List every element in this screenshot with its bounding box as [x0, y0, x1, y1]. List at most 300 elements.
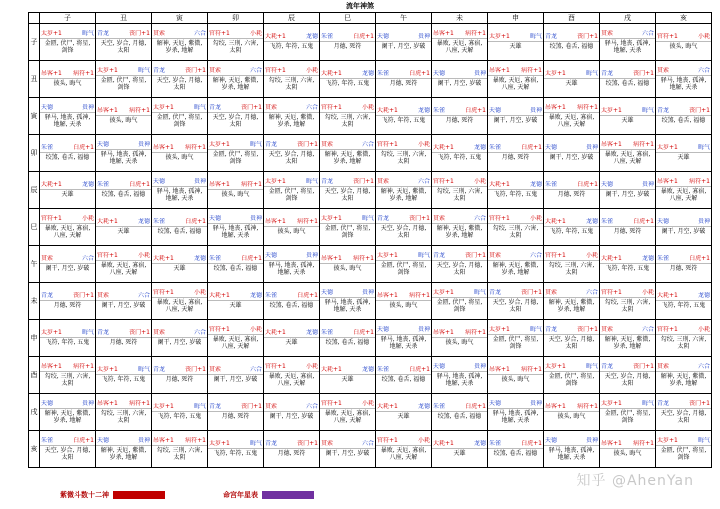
shensha-text: 天雄 — [453, 450, 466, 457]
star-pair — [376, 326, 431, 335]
star-pair — [264, 67, 319, 76]
table-cell — [208, 172, 264, 209]
star-pair — [544, 252, 599, 261]
star-label: 贵神 — [361, 288, 374, 296]
star-label: 贵神 — [137, 140, 150, 148]
shensha-text: 金匮, 伏尸, 将星, 剑锋 — [548, 372, 595, 387]
star-label: 白虎+1 — [73, 436, 94, 444]
star-label: 病符+1 — [297, 218, 318, 225]
star-pair — [432, 252, 487, 261]
star-label: 朱雀 — [321, 33, 334, 40]
table-cell — [432, 135, 488, 172]
star-label: 青龙 — [657, 107, 670, 114]
star-label: 贯索 — [97, 292, 110, 299]
star-label: 天德 — [657, 218, 670, 225]
table-cell — [96, 283, 152, 320]
table-cell — [264, 135, 320, 172]
star-label: 朱雀 — [433, 107, 446, 114]
star-pair — [488, 144, 543, 153]
shensha-text: 天空, 岁合, 月德, 太阳 — [436, 261, 483, 276]
star-label: 贯索 — [601, 29, 614, 37]
star-pair — [432, 144, 487, 153]
shensha-text: 披头, 晦气 — [445, 339, 474, 346]
star-label: 贵神 — [585, 436, 598, 444]
star-pair — [488, 289, 543, 298]
star-label: 病符+1 — [633, 440, 654, 447]
shensha-text: 阑干, 月空, 岁破 — [157, 339, 202, 346]
star-label: 太岁+1 — [97, 366, 118, 373]
table-cell — [488, 394, 544, 431]
table-row — [29, 431, 712, 468]
star-pair — [152, 437, 207, 446]
shensha-text: 解神, 天厄, 紫微, 岁杀, 地解 — [324, 150, 371, 165]
star-pair — [432, 363, 487, 372]
star-label: 病符+1 — [409, 292, 430, 299]
star-pair — [96, 30, 151, 39]
star-label: 朱雀 — [209, 255, 222, 262]
star-label: 青龙 — [433, 251, 446, 259]
shensha-text: 暴败, 天厄, 寡宿, 八座, 天解 — [380, 446, 427, 461]
column-header: 子 — [40, 13, 96, 24]
star-pair — [432, 215, 487, 224]
shensha-text: 阑干, 月空, 岁破 — [661, 228, 706, 235]
row-header: 未 — [29, 283, 40, 320]
star-label: 贯索 — [265, 103, 278, 111]
table-cell — [96, 320, 152, 357]
star-label: 朱雀 — [41, 436, 54, 444]
star-pair — [96, 292, 151, 301]
star-pair — [208, 104, 263, 113]
column-header: 巳 — [320, 13, 376, 24]
star-label: 吊客+1 — [657, 177, 678, 185]
star-label: 朱雀 — [601, 218, 614, 225]
shensha-text: 天空, 岁合, 月德, 太阳 — [100, 39, 147, 54]
star-label: 青龙 — [601, 70, 614, 77]
star-pair — [264, 33, 319, 42]
star-label: 六合 — [193, 329, 206, 336]
star-label: 太岁+1 — [265, 177, 286, 185]
shensha-text: 暴败, 天厄, 寡宿, 八座, 天解 — [324, 409, 371, 424]
table-cell — [488, 431, 544, 468]
shensha-text: 金匮, 伏尸, 将星, 剑锋 — [100, 76, 147, 91]
star-label: 病符+1 — [241, 181, 262, 188]
star-pair — [152, 366, 207, 375]
star-label: 朱雀 — [321, 329, 334, 336]
star-label: 六合 — [305, 403, 318, 410]
star-label: 病符+1 — [129, 399, 150, 407]
shensha-text: 月德, 死符 — [109, 339, 138, 346]
table-cell — [432, 98, 488, 135]
star-label: 白虎+1 — [353, 33, 374, 40]
star-label: 小耗 — [697, 325, 710, 333]
star-label: 龙德 — [473, 440, 486, 447]
table-cell — [600, 172, 656, 209]
star-label: 六合 — [137, 292, 150, 299]
table-cell — [656, 246, 712, 283]
star-pair — [488, 366, 543, 375]
star-label: 晦气 — [81, 329, 94, 336]
star-pair — [600, 30, 655, 39]
star-pair — [208, 255, 263, 264]
star-label: 吊客+1 — [545, 403, 566, 410]
star-label: 晦气 — [137, 366, 150, 373]
star-label: 天德 — [601, 181, 614, 188]
shensha-text: 暴败, 天厄, 寡宿, 八座, 天解 — [436, 39, 483, 54]
row-header: 申 — [29, 320, 40, 357]
star-label: 小耗 — [249, 29, 262, 37]
table-cell — [656, 394, 712, 431]
table-cell — [656, 283, 712, 320]
star-label: 晦气 — [697, 436, 710, 444]
shensha-text: 解神, 天厄, 紫微, 岁杀, 地解 — [156, 39, 203, 54]
shensha-text: 勾绞, 三刑, 六害, 太阴 — [324, 113, 371, 128]
table-cell — [376, 135, 432, 172]
shensha-text: 勾绞, 三刑, 六害, 太阴 — [212, 39, 259, 54]
star-label: 丧门+1 — [353, 177, 374, 185]
star-pair — [656, 67, 711, 76]
star-pair — [544, 33, 599, 42]
shensha-text: 天雄 — [621, 117, 634, 124]
row-header: 卯 — [29, 135, 40, 172]
star-label: 丧门+1 — [409, 214, 430, 222]
star-label: 天德 — [377, 325, 390, 333]
star-pair — [656, 218, 711, 227]
row-header: 酉 — [29, 357, 40, 394]
star-label: 白虎+1 — [409, 366, 430, 373]
star-pair — [488, 252, 543, 261]
table-cell — [40, 283, 96, 320]
star-label: 大耗+1 — [601, 255, 622, 262]
star-label: 丧门+1 — [185, 66, 206, 74]
shensha-text: 暴败, 天厄, 寡宿, 八座, 天解 — [492, 76, 539, 91]
star-pair — [40, 400, 95, 409]
table-cell — [264, 431, 320, 468]
table-cell — [40, 209, 96, 246]
star-label: 病符+1 — [689, 177, 710, 185]
star-label: 青龙 — [97, 329, 110, 336]
table-cell — [152, 394, 208, 431]
star-label: 天德 — [41, 103, 54, 111]
star-label: 太岁+1 — [153, 103, 174, 111]
page-title: 流年神煞 — [346, 2, 374, 10]
table-cell — [544, 246, 600, 283]
star-pair — [656, 437, 711, 446]
table-row — [29, 98, 712, 135]
star-label: 大耗+1 — [657, 292, 678, 299]
star-pair — [656, 178, 711, 187]
table-cell — [432, 394, 488, 431]
table-cell — [152, 24, 208, 61]
table-cell — [152, 98, 208, 135]
star-label: 晦气 — [529, 33, 542, 40]
star-label: 六合 — [417, 177, 430, 185]
table-cell — [40, 320, 96, 357]
star-label: 吊客+1 — [97, 107, 118, 114]
star-pair — [320, 440, 375, 449]
star-pair — [320, 215, 375, 224]
star-label: 贵神 — [697, 218, 710, 225]
star-pair — [600, 400, 655, 409]
star-label: 朱雀 — [433, 403, 446, 410]
legend-label-year-stars: 命宫年星表 — [223, 491, 258, 499]
table-cell — [264, 98, 320, 135]
shensha-text: 天雄 — [229, 302, 242, 309]
shensha-text: 金匮, 伏尸, 将星, 剑锋 — [268, 187, 315, 202]
star-label: 贵神 — [137, 436, 150, 444]
star-pair — [320, 400, 375, 409]
shensha-text: 驿马, 地丧, 孤神, 地解, 天杀 — [156, 187, 203, 202]
table-cell — [544, 394, 600, 431]
shensha-text: 绞煞, 卷舌, 福德 — [549, 43, 594, 50]
star-label: 小耗 — [361, 103, 374, 111]
shensha-text: 飞符, 年符, 五鬼 — [381, 117, 426, 124]
star-label: 吊客+1 — [265, 218, 286, 225]
table-cell — [488, 98, 544, 135]
shensha-text: 驿马, 地丧, 孤神, 地解, 天杀 — [548, 446, 595, 461]
shensha-text: 驿马, 地丧, 孤神, 地解, 天杀 — [44, 113, 91, 128]
shensha-text: 勾绞, 三刑, 六害, 太阴 — [268, 76, 315, 91]
table-cell — [264, 357, 320, 394]
star-label: 白虎+1 — [297, 292, 318, 299]
table-cell — [432, 172, 488, 209]
star-pair — [544, 437, 599, 446]
legend-swatch-purple — [262, 491, 314, 499]
table-cell — [376, 320, 432, 357]
star-pair — [152, 289, 207, 298]
star-pair — [600, 218, 655, 227]
star-label: 青龙 — [41, 292, 54, 299]
star-label: 青龙 — [265, 140, 278, 148]
star-pair — [152, 144, 207, 153]
column-header: 申 — [488, 13, 544, 24]
shensha-text: 阑干, 月空, 岁破 — [605, 191, 650, 198]
shensha-text: 绞煞, 卷舌, 福德 — [437, 413, 482, 420]
table-cell — [544, 135, 600, 172]
table-cell — [320, 320, 376, 357]
shensha-text: 披头, 晦气 — [277, 228, 306, 235]
star-pair — [544, 363, 599, 372]
star-pair — [656, 326, 711, 335]
star-label: 丧门+1 — [73, 292, 94, 299]
star-label: 病符+1 — [577, 403, 598, 410]
star-label: 丧门+1 — [689, 399, 710, 407]
table-cell — [264, 24, 320, 61]
table-cell — [96, 431, 152, 468]
star-label: 贯索 — [657, 362, 670, 370]
star-label: 晦气 — [249, 440, 262, 447]
star-label: 青龙 — [153, 366, 166, 373]
star-label: 贯索 — [433, 214, 446, 222]
star-label: 丧门+1 — [241, 103, 262, 111]
star-label: 大耗+1 — [321, 366, 342, 373]
star-label: 大耗+1 — [433, 144, 454, 151]
shensha-text: 阑干, 月空, 岁破 — [213, 376, 258, 383]
star-label: 龙德 — [305, 33, 318, 40]
star-label: 小耗 — [361, 399, 374, 407]
shensha-text: 金匮, 伏尸, 将星, 剑锋 — [44, 39, 91, 54]
star-pair — [320, 178, 375, 187]
star-label: 官符+1 — [265, 66, 286, 74]
star-pair — [600, 141, 655, 150]
star-label: 大耗+1 — [265, 329, 286, 336]
star-label: 晦气 — [193, 103, 206, 111]
star-pair — [488, 440, 543, 449]
star-pair — [488, 181, 543, 190]
star-label: 太岁+1 — [321, 214, 342, 222]
shensha-text: 绞煞, 卷舌, 福德 — [269, 302, 314, 309]
star-label: 丧门+1 — [577, 325, 598, 333]
star-label: 官符+1 — [97, 251, 118, 259]
star-label: 吊客+1 — [153, 144, 174, 151]
star-label: 吊客+1 — [209, 181, 230, 188]
star-label: 贵神 — [417, 325, 430, 333]
star-label: 官符+1 — [265, 362, 286, 370]
table-cell — [656, 357, 712, 394]
star-label: 朱雀 — [657, 255, 670, 262]
star-label: 贵神 — [81, 103, 94, 111]
table-cell — [152, 431, 208, 468]
star-label: 朱雀 — [153, 218, 166, 225]
star-label: 太岁+1 — [433, 288, 454, 296]
star-label: 官符+1 — [601, 288, 622, 296]
star-label: 龙德 — [417, 403, 430, 410]
shensha-text: 解神, 天厄, 紫微, 岁杀, 地解 — [604, 335, 651, 350]
table-cell — [544, 431, 600, 468]
shensha-text: 天空, 岁合, 月德, 太阳 — [660, 409, 707, 424]
shensha-text: 绞煞, 卷舌, 福德 — [101, 191, 146, 198]
star-pair — [96, 181, 151, 190]
star-label: 龙德 — [641, 255, 654, 262]
star-label: 贯索 — [265, 403, 278, 410]
shensha-text: 天空, 岁合, 月德, 太阳 — [156, 76, 203, 91]
star-label: 龙德 — [81, 181, 94, 188]
table-cell — [600, 61, 656, 98]
star-label: 病符+1 — [465, 29, 486, 37]
shensha-text: 驿马, 地丧, 孤神, 地解, 天杀 — [268, 261, 315, 276]
star-label: 小耗 — [305, 362, 318, 370]
table-cell — [208, 394, 264, 431]
star-label: 白虎+1 — [409, 70, 430, 77]
star-pair — [376, 403, 431, 412]
shensha-text: 披头, 晦气 — [221, 191, 250, 198]
table-row — [29, 135, 712, 172]
star-label: 病符+1 — [73, 70, 94, 77]
shensha-text: 飞符, 年符, 五鬼 — [493, 191, 538, 198]
star-label: 吊客+1 — [97, 399, 118, 407]
table-cell — [152, 209, 208, 246]
star-label: 太岁+1 — [545, 362, 566, 370]
shensha-text: 阑干, 月空, 岁破 — [437, 80, 482, 87]
star-label: 六合 — [193, 29, 206, 37]
table-cell — [40, 246, 96, 283]
star-label: 吊客+1 — [601, 140, 622, 148]
table-cell — [96, 357, 152, 394]
star-pair — [320, 289, 375, 298]
star-label: 病符+1 — [185, 144, 206, 151]
corner-cell — [29, 13, 40, 24]
star-label: 丧门+1 — [129, 29, 150, 37]
star-label: 天德 — [321, 288, 334, 296]
table-cell — [376, 172, 432, 209]
star-pair — [320, 33, 375, 42]
star-pair — [432, 440, 487, 449]
star-label: 白虎+1 — [241, 255, 262, 262]
star-pair — [264, 252, 319, 261]
shensha-text: 披头, 晦气 — [333, 265, 362, 272]
star-label: 贵神 — [81, 399, 94, 407]
shensha-text: 月德, 死符 — [277, 450, 306, 457]
star-pair — [432, 403, 487, 412]
star-label: 六合 — [361, 440, 374, 447]
star-label: 晦气 — [249, 140, 262, 148]
star-label: 天德 — [545, 436, 558, 444]
row-header: 寅 — [29, 98, 40, 135]
star-label: 太岁+1 — [657, 436, 678, 444]
table-cell — [40, 98, 96, 135]
column-header-row — [29, 13, 712, 24]
shensha-text: 解神, 天厄, 紫微, 岁杀, 地解 — [44, 409, 91, 424]
shensha-text: 绞煞, 卷舌, 福德 — [493, 450, 538, 457]
shensha-text: 驿马, 地丧, 孤神, 地解, 天杀 — [492, 409, 539, 424]
star-pair — [376, 366, 431, 375]
shensha-text: 绞煞, 卷舌, 福德 — [45, 154, 90, 161]
star-pair — [208, 215, 263, 224]
star-pair — [320, 141, 375, 150]
star-pair — [600, 326, 655, 335]
star-label: 六合 — [529, 251, 542, 259]
star-label: 贵神 — [529, 107, 542, 114]
table-cell — [376, 61, 432, 98]
shensha-text: 披头, 晦气 — [53, 80, 82, 87]
star-label: 六合 — [473, 214, 486, 222]
table-row — [29, 283, 712, 320]
legend — [60, 490, 372, 500]
star-label: 太岁+1 — [209, 140, 230, 148]
shensha-text: 金匮, 伏尸, 将星, 剑锋 — [156, 113, 203, 128]
row-header: 巳 — [29, 209, 40, 246]
star-label: 大耗+1 — [433, 440, 454, 447]
table-cell — [40, 61, 96, 98]
star-label: 六合 — [305, 103, 318, 111]
star-label: 晦气 — [585, 362, 598, 370]
shensha-text: 解神, 天厄, 紫微, 岁杀, 地解 — [436, 224, 483, 239]
table-cell — [544, 98, 600, 135]
table-cell — [488, 172, 544, 209]
table-row — [29, 209, 712, 246]
star-label: 太岁+1 — [489, 33, 510, 40]
table-cell — [152, 246, 208, 283]
table-cell — [40, 135, 96, 172]
shensha-text: 飞符, 年符, 五鬼 — [325, 80, 370, 87]
star-label: 天德 — [489, 399, 502, 407]
shensha-text: 解神, 天厄, 紫微, 岁杀, 地解 — [100, 446, 147, 461]
column-header: 戌 — [600, 13, 656, 24]
shensha-text: 解神, 天厄, 紫微, 岁杀, 地解 — [380, 187, 427, 202]
shensha-text: 天空, 岁合, 月德, 太阳 — [268, 150, 315, 165]
star-pair — [376, 437, 431, 446]
table-cell — [264, 283, 320, 320]
star-label: 贯索 — [377, 177, 390, 185]
table-cell — [600, 394, 656, 431]
star-pair — [656, 255, 711, 264]
star-label: 青龙 — [97, 29, 110, 37]
star-label: 太岁+1 — [153, 403, 174, 410]
star-label: 大耗+1 — [153, 255, 174, 262]
star-pair — [376, 33, 431, 42]
shensha-text: 月德, 死符 — [613, 228, 642, 235]
star-label: 丧门+1 — [577, 33, 598, 40]
table-cell — [376, 24, 432, 61]
